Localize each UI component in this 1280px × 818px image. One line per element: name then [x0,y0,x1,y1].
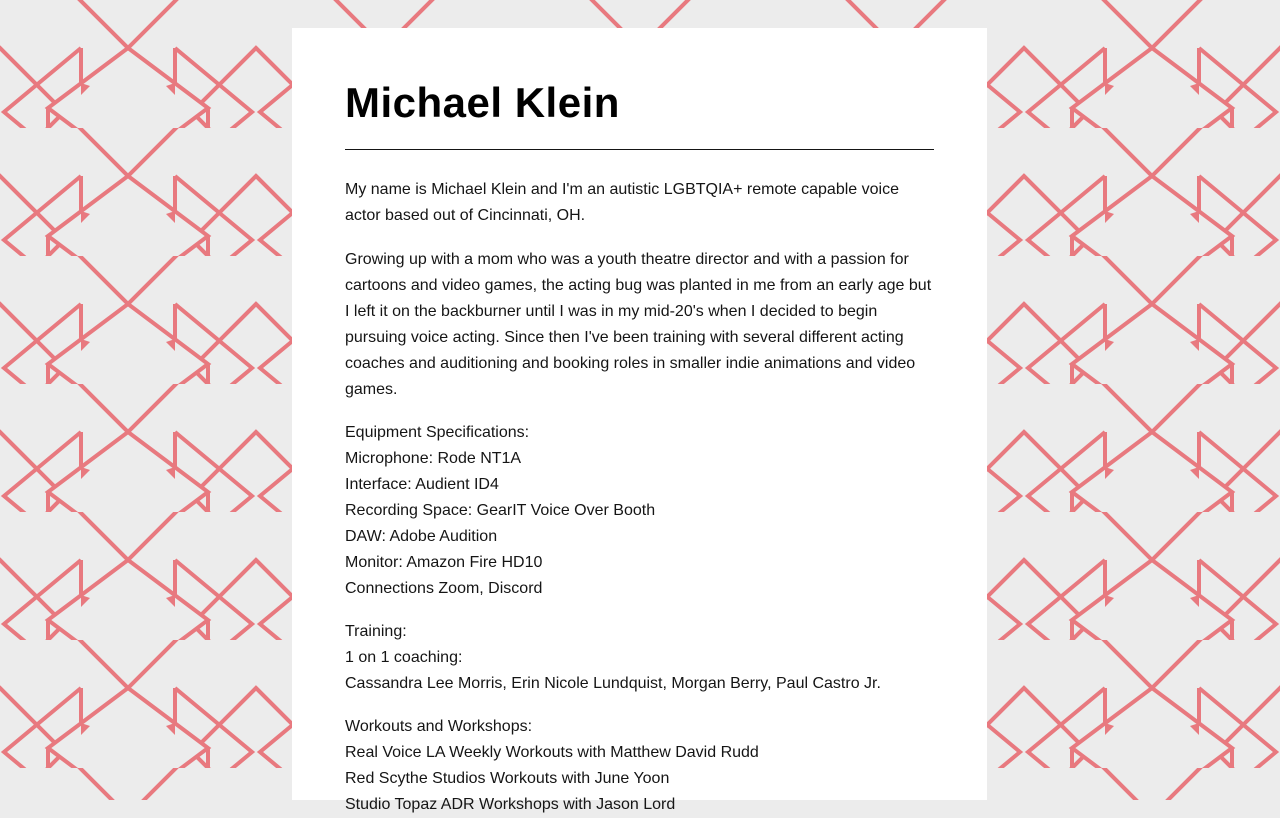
text-line: Cassandra Lee Morris, Erin Nicole Lundquist, Morgan Berry, Paul Castro Jr. [345,675,881,692]
text-line: Real Voice LA Weekly Workouts with Matthew David Rudd [345,744,759,761]
text-line: Interface: Audient ID4 [345,476,499,493]
text-line: Equipment Specifications: [345,424,530,441]
equipment-specs-block [345,420,934,602]
content-card [292,28,987,813]
workouts-workshops-block [345,714,934,818]
text-line: DAW: Adobe Audition [345,528,498,545]
text-line: 1 on 1 coaching: [345,649,463,666]
title-divider [345,149,934,150]
text-line: Workouts and Workshops: [345,718,533,735]
text-line: Microphone: Rode NT1A [345,450,522,467]
training-block [345,619,934,697]
bio-paragraph: Growing up with a mom who was a youth theatre director and with a passion for cartoons and video games, the acting bug was planted in me from an early age but I left it on the backburner until I was in my mid-20's when I decided to begin pursuing voice acting. Since then I've been training with several different acting coaches and auditioning and booking roles in smaller indie animations and video games. [345,251,932,398]
text-line: Training: [345,623,407,640]
intro-paragraph: My name is Michael Klein and I'm an autistic LGBTQIA+ remote capable voice actor based out of Cincinnati, OH. [345,181,899,224]
text-line: Connections Zoom, Discord [345,580,543,597]
page-title: Michael Klein [345,79,620,126]
text-line: Red Scythe Studios Workouts with June Yoon [345,770,670,787]
text-line: Recording Space: GearIT Voice Over Booth [345,502,656,519]
text-line: Studio Topaz ADR Workshops with Jason Lord [345,796,676,813]
text-line: Monitor: Amazon Fire HD10 [345,554,543,571]
